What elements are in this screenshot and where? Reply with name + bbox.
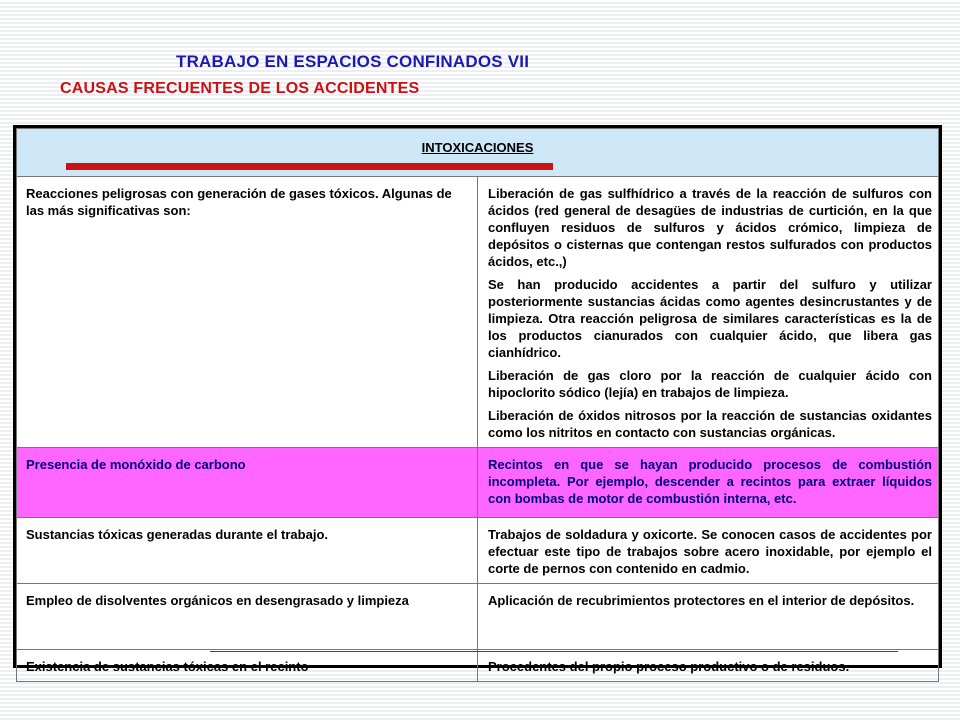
table-row bbox=[17, 650, 939, 682]
description-cell bbox=[478, 518, 939, 584]
description-cell bbox=[478, 584, 939, 650]
decorative-underline bbox=[210, 651, 898, 652]
slide-title: TRABAJO EN ESPACIOS CONFINADOS VII bbox=[176, 52, 530, 71]
accent-bar bbox=[66, 163, 553, 170]
description-paragraph: Liberación de gas cloro por la reacción de cualquier ácido con hipoclorito sódico (lejía) en trabajos de limpieza. bbox=[488, 368, 932, 400]
description-paragraph: Trabajos de soldadura y oxicorte. Se conocen casos de accidentes por efectuar este tipo de trabajos sobre acero inoxidable, por ejemplo el corte de pernos con contenido en cadmio. bbox=[488, 527, 932, 576]
cause-cell: Existencia de sustancias tóxicas en el recinto bbox=[17, 650, 478, 682]
cause-cell: Presencia de monóxido de carbono bbox=[17, 448, 478, 518]
slide-subtitle: CAUSAS FRECUENTES DE LOS ACCIDENTES bbox=[60, 80, 420, 97]
intoxication-table bbox=[13, 125, 942, 674]
description-paragraph: Recintos en que se hayan producido procesos de combustión incompleta. Por ejemplo, descender a recintos para extraer líquidos con bombas de motor de combustión interna, etc. bbox=[488, 457, 932, 506]
cause-cell: Sustancias tóxicas generadas durante el trabajo. bbox=[17, 518, 478, 584]
table-row bbox=[17, 584, 939, 650]
cause-cell: Empleo de disolventes orgánicos en desengrasado y limpieza bbox=[17, 584, 478, 650]
description-cell bbox=[478, 448, 939, 518]
description-paragraph: Liberación de gas sulfhídrico a través de la reacción de sulfuros con ácidos (red general de desagües de industrias de curtición, en la que confluyen residuos de sulfuros y ácidos crómico, limpieza de depósitos o cisternas que contengan restos sulfurados con productos ácidos, etc.,) bbox=[488, 186, 932, 269]
description-paragraph: Aplicación de recubrimientos protectores en el interior de depósitos. bbox=[488, 593, 915, 608]
description-paragraph: Liberación de óxidos nitrosos por la reacción de sustancias oxidantes como los nitritos en contacto con sustancias orgánicas. bbox=[488, 408, 932, 440]
table-heading-text: INTOXICACIONES bbox=[421, 140, 534, 155]
table-row-highlighted bbox=[17, 448, 939, 518]
description-cell bbox=[478, 650, 939, 682]
description-paragraph: Procedentes del propio proceso productivo o de residuos. bbox=[488, 659, 850, 674]
table-row bbox=[17, 177, 939, 448]
cause-cell: Reacciones peligrosas con generación de gases tóxicos. Algunas de las más significativas son: bbox=[17, 177, 478, 448]
table-row bbox=[17, 518, 939, 584]
description-paragraph: Se han producido accidentes a partir del sulfuro y utilizar posteriormente sustancias ácidas como agentes desincrustantes y de limpieza. Otra reacción peligrosa de similares características es la de los productos cianurados con cualquier ácido, que libera gas cianhídrico. bbox=[488, 277, 932, 360]
description-cell bbox=[478, 177, 939, 448]
